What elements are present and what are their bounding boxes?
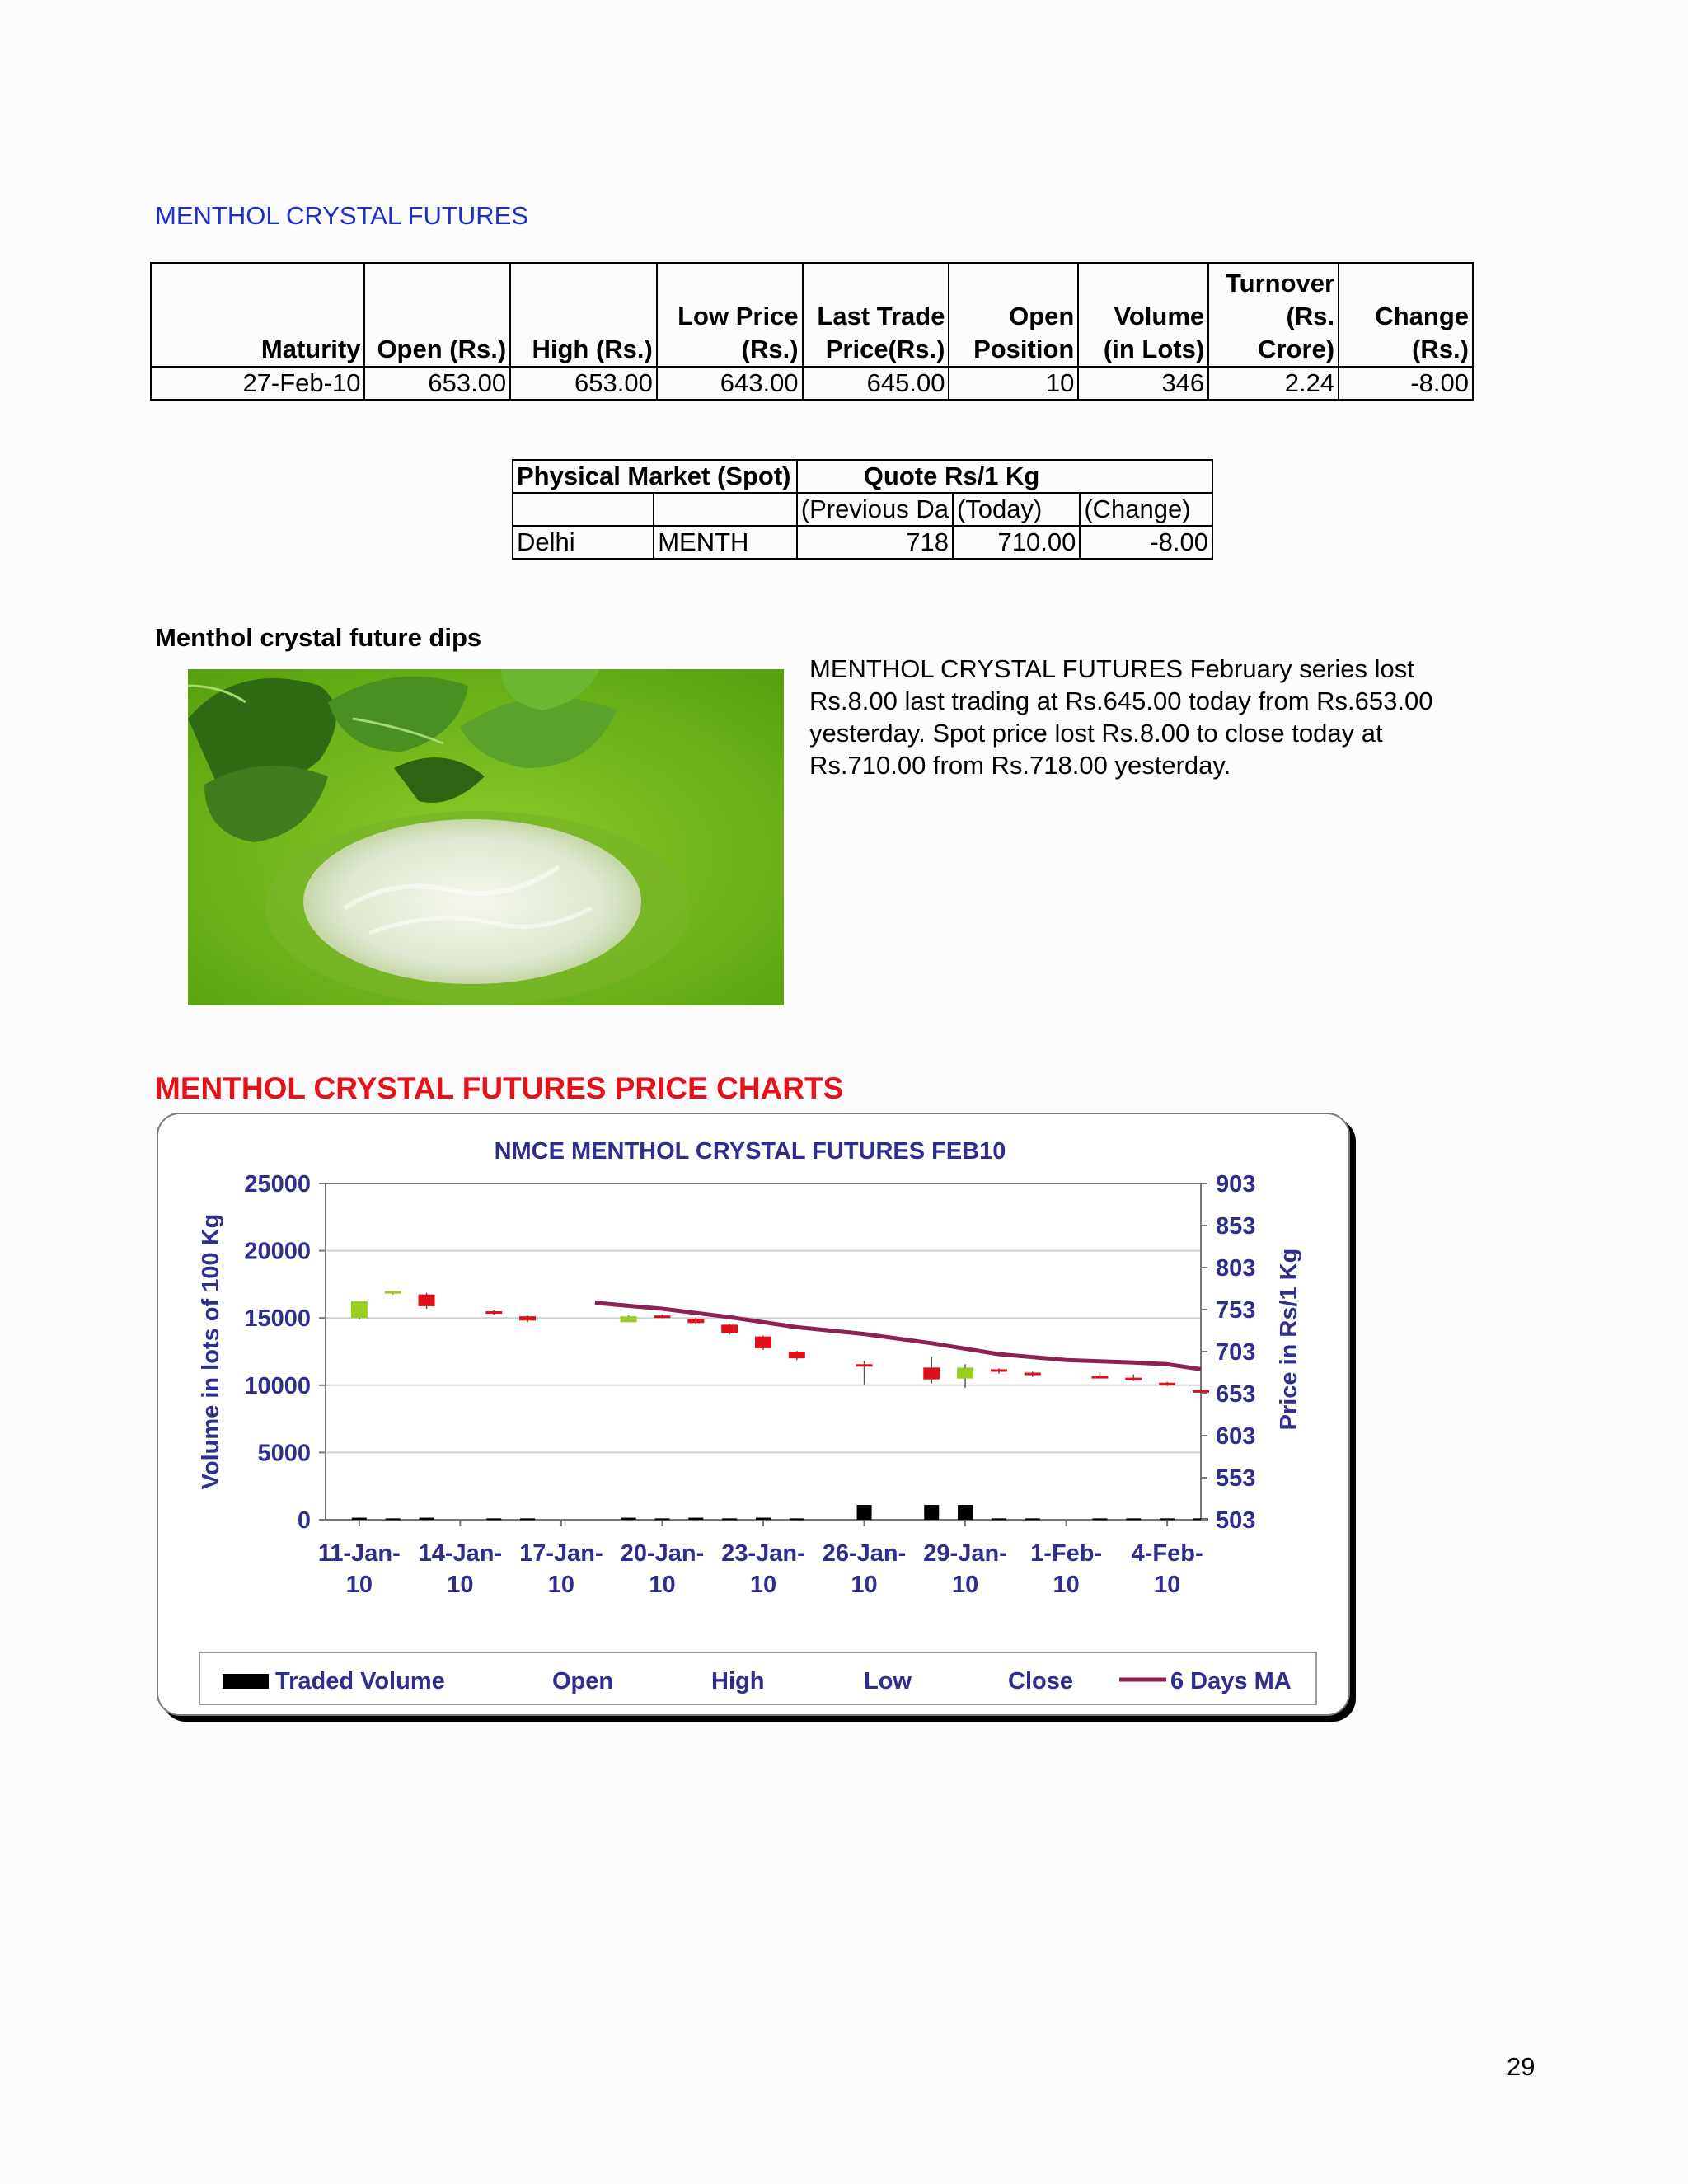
futures-header-cell bbox=[949, 263, 1078, 367]
right-tick-label: 553 bbox=[1216, 1465, 1256, 1492]
volume-bar bbox=[352, 1518, 367, 1520]
volume-bar bbox=[756, 1518, 771, 1520]
futures-header-line: Last Trade bbox=[817, 302, 945, 330]
right-tick-label: 903 bbox=[1216, 1171, 1256, 1197]
candle-body bbox=[621, 1316, 637, 1322]
right-tick-label: 753 bbox=[1216, 1297, 1256, 1324]
x-tick-label: 10 bbox=[851, 1572, 878, 1598]
futures-header-line bbox=[1343, 267, 1469, 300]
left-axis-label: Volume in lots of 100 Kg bbox=[198, 1213, 224, 1490]
volume-bar bbox=[924, 1505, 939, 1520]
futures-header-line: (in Lots) bbox=[1103, 335, 1205, 363]
right-tick-label: 853 bbox=[1216, 1213, 1256, 1240]
volume-bar bbox=[1092, 1518, 1107, 1520]
volume-bar bbox=[790, 1518, 804, 1520]
volume-bars bbox=[352, 1505, 1208, 1520]
right-tick-label: 503 bbox=[1216, 1507, 1256, 1534]
news-headline: Menthol crystal future dips bbox=[155, 623, 482, 652]
legend-high: High bbox=[711, 1668, 765, 1694]
menthol-crystal-photo bbox=[188, 669, 784, 1005]
volume-bar bbox=[1025, 1518, 1040, 1520]
right-axis-label: Price in Rs/1 Kg bbox=[1276, 1248, 1302, 1431]
spot-commodity: MENTH bbox=[654, 526, 797, 559]
futures-cell: 643.00 bbox=[657, 367, 803, 400]
left-tick-label: 15000 bbox=[244, 1305, 311, 1333]
x-tick-label: 14-Jan- bbox=[418, 1540, 503, 1567]
futures-header-line: High (Rs.) bbox=[532, 335, 653, 363]
futures-header-line bbox=[953, 267, 1074, 300]
futures-header-line bbox=[807, 267, 945, 300]
futures-header-line: Open (Rs.) bbox=[377, 335, 507, 363]
futures-header-line bbox=[661, 267, 799, 300]
x-tick-label: 10 bbox=[345, 1572, 373, 1598]
futures-header-line: Volume bbox=[1114, 302, 1205, 330]
legend-open: Open bbox=[552, 1668, 614, 1694]
spot-title: Physical Market (Spot) bbox=[513, 460, 797, 493]
right-tick-label: 653 bbox=[1216, 1381, 1256, 1408]
futures-header-line: Low Price bbox=[678, 302, 799, 330]
spot-previous: 718 bbox=[797, 526, 953, 559]
x-tick-label: 10 bbox=[1154, 1572, 1181, 1598]
x-tick-label: 1-Feb- bbox=[1030, 1540, 1103, 1567]
futures-cell: 645.00 bbox=[803, 367, 950, 400]
left-tick-label: 25000 bbox=[244, 1171, 311, 1197]
spot-empty-cell bbox=[654, 493, 797, 526]
futures-cell: 2.24 bbox=[1208, 367, 1339, 400]
charts-title: MENTHOL CRYSTAL FUTURES PRICE CHARTS bbox=[155, 1071, 844, 1105]
futures-header-line: (Rs.) bbox=[1412, 335, 1469, 363]
futures-cell: 10 bbox=[949, 367, 1078, 400]
candle-body bbox=[351, 1301, 368, 1318]
candle-body bbox=[485, 1311, 502, 1314]
futures-header-cell bbox=[803, 263, 950, 367]
volume-bar bbox=[958, 1505, 973, 1520]
news-body bbox=[809, 653, 1469, 781]
x-tick-label: 11-Jan- bbox=[317, 1540, 401, 1567]
futures-table bbox=[150, 262, 1474, 401]
left-tick-label: 10000 bbox=[244, 1372, 311, 1399]
futures-header-cell bbox=[1339, 263, 1473, 367]
futures-header-line: (Rs.) bbox=[741, 335, 799, 363]
spot-today: 710.00 bbox=[953, 526, 1080, 559]
spot-change: -8.00 bbox=[1080, 526, 1212, 559]
x-tick-label: 4-Feb- bbox=[1131, 1540, 1203, 1567]
spot-table bbox=[512, 459, 1213, 560]
candle-body bbox=[721, 1324, 738, 1333]
left-tick-label: 5000 bbox=[257, 1440, 311, 1467]
volume-bar bbox=[486, 1518, 501, 1520]
candle-body bbox=[519, 1316, 536, 1320]
chart-title: NMCE MENTHOL CRYSTAL FUTURES FEB10 bbox=[494, 1138, 1006, 1165]
spot-subheader-row bbox=[513, 493, 1212, 526]
x-tick-label: 23-Jan- bbox=[721, 1540, 805, 1567]
candle-body bbox=[1125, 1378, 1142, 1380]
candle-body bbox=[385, 1291, 401, 1294]
spot-change-header: (Change) bbox=[1080, 493, 1212, 526]
news-line: Rs.8.00 last trading at Rs.645.00 today from Rs.653.00 bbox=[809, 687, 1433, 715]
futures-cell: 653.00 bbox=[510, 367, 657, 400]
volume-bar bbox=[420, 1518, 434, 1520]
ma-line bbox=[595, 1303, 1201, 1370]
futures-header-line: Position bbox=[973, 335, 1075, 363]
spot-title-row bbox=[513, 460, 1212, 493]
legend-close: Close bbox=[1008, 1668, 1073, 1694]
candle-body bbox=[1091, 1376, 1108, 1379]
futures-header-line: Maturity bbox=[260, 335, 361, 363]
candle-body bbox=[1025, 1373, 1041, 1376]
x-tick-label: 10 bbox=[447, 1572, 474, 1598]
spot-city: Delhi bbox=[513, 526, 654, 559]
x-tick-label: 10 bbox=[547, 1572, 575, 1598]
legend-volume: Traded Volume bbox=[275, 1668, 445, 1694]
news-line: Rs.710.00 from Rs.718.00 yesterday. bbox=[809, 751, 1231, 780]
volume-bar bbox=[621, 1518, 636, 1520]
section-title: MENTHOL CRYSTAL FUTURES bbox=[155, 201, 528, 230]
candle-body bbox=[755, 1337, 771, 1348]
x-tick-label: 10 bbox=[749, 1572, 777, 1598]
left-tick-label: 0 bbox=[297, 1507, 311, 1534]
news-line: MENTHOL CRYSTAL FUTURES February series lost bbox=[809, 654, 1414, 683]
volume-bar bbox=[520, 1518, 535, 1520]
moving-average bbox=[595, 1303, 1201, 1370]
futures-header-cell bbox=[1078, 263, 1208, 367]
candle-body bbox=[1159, 1383, 1175, 1385]
plot-area bbox=[326, 1183, 1201, 1520]
futures-header-line bbox=[155, 267, 360, 300]
futures-header-line bbox=[1082, 267, 1204, 300]
futures-header-line bbox=[368, 300, 506, 333]
futures-header-line: Price(Rs.) bbox=[825, 335, 945, 363]
left-tick-label: 20000 bbox=[244, 1238, 311, 1265]
volume-bar bbox=[992, 1518, 1006, 1520]
page-number: 29 bbox=[1507, 2052, 1536, 2081]
volume-bar bbox=[1126, 1518, 1141, 1520]
x-tick-label: 26-Jan- bbox=[822, 1540, 907, 1567]
x-tick-label: 10 bbox=[1053, 1572, 1080, 1598]
futures-header-cell bbox=[510, 263, 657, 367]
candle-body bbox=[1193, 1390, 1209, 1393]
futures-data-row bbox=[151, 367, 1473, 400]
candle-body bbox=[687, 1319, 704, 1323]
x-tick-label: 29-Jan- bbox=[923, 1540, 1007, 1567]
volume-bar bbox=[386, 1518, 401, 1520]
right-tick-label: 603 bbox=[1216, 1423, 1256, 1450]
futures-header-row bbox=[151, 263, 1473, 367]
news-line: yesterday. Spot price lost Rs.8.00 to close today at bbox=[809, 719, 1383, 748]
x-tick-label: 10 bbox=[649, 1572, 676, 1598]
futures-header-line: Turnover bbox=[1226, 269, 1335, 298]
spot-data-row bbox=[513, 526, 1212, 559]
spot-today-header: (Today) bbox=[953, 493, 1080, 526]
futures-header-line bbox=[368, 267, 506, 300]
futures-header-line bbox=[155, 300, 360, 333]
right-tick-label: 803 bbox=[1216, 1255, 1256, 1282]
spot-previous-header: (Previous Da bbox=[797, 493, 953, 526]
candle-body bbox=[419, 1295, 435, 1306]
candle-body bbox=[957, 1367, 973, 1378]
futures-cell: 653.00 bbox=[364, 367, 510, 400]
spot-quote-label: Quote Rs/1 Kg bbox=[797, 460, 1212, 493]
volume-bar bbox=[688, 1518, 703, 1520]
legend-volume-swatch bbox=[223, 1674, 269, 1689]
futures-header-line: Open bbox=[1009, 302, 1075, 330]
futures-header-line bbox=[514, 267, 653, 300]
futures-header-line: Crore) bbox=[1258, 335, 1335, 363]
price-chart bbox=[157, 1113, 1353, 1722]
futures-cell: 27-Feb-10 bbox=[151, 367, 364, 400]
x-tick-label: 10 bbox=[951, 1572, 979, 1598]
futures-header-cell bbox=[1208, 263, 1339, 367]
futures-header-line: Change bbox=[1375, 302, 1469, 330]
futures-cell: -8.00 bbox=[1339, 367, 1473, 400]
futures-cell: 346 bbox=[1078, 367, 1208, 400]
right-tick-label: 703 bbox=[1216, 1339, 1256, 1366]
futures-header-cell bbox=[657, 263, 803, 367]
futures-header-cell bbox=[151, 263, 364, 367]
futures-header-line bbox=[514, 300, 653, 333]
candle-body bbox=[789, 1352, 805, 1358]
volume-bar bbox=[857, 1505, 872, 1520]
volume-bar bbox=[722, 1518, 737, 1520]
x-tick-label: 17-Jan- bbox=[519, 1540, 603, 1567]
x-tick-label: 20-Jan- bbox=[620, 1540, 705, 1567]
candle-body bbox=[923, 1367, 940, 1379]
spot-empty-cell bbox=[513, 493, 654, 526]
futures-header-cell bbox=[364, 263, 510, 367]
candle-body bbox=[991, 1369, 1007, 1371]
legend-ma: 6 Days MA bbox=[1170, 1668, 1292, 1694]
legend-low: Low bbox=[864, 1668, 912, 1694]
candle-body bbox=[654, 1315, 670, 1318]
futures-header-line: (Rs. bbox=[1286, 302, 1335, 330]
candle-body bbox=[856, 1364, 873, 1366]
chart-grid bbox=[326, 1183, 1201, 1520]
candles bbox=[351, 1291, 1209, 1394]
